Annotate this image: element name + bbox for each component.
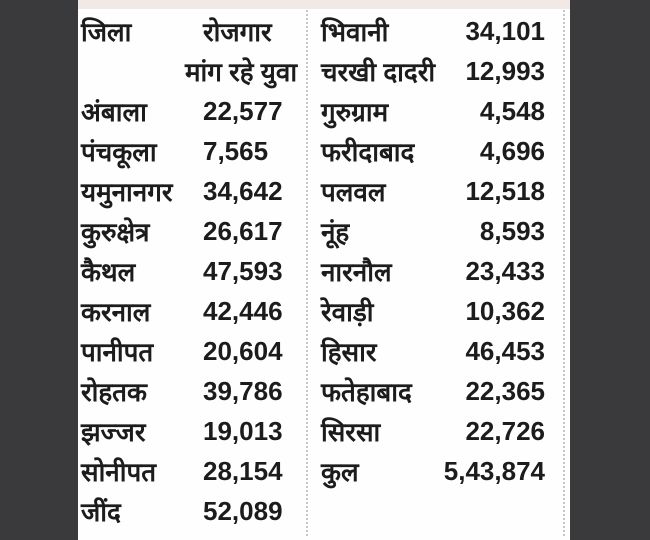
table-panel	[78, 0, 570, 540]
district-value: 20,604	[203, 335, 283, 366]
table-row	[81, 211, 303, 251]
district-value: 52,089	[203, 495, 283, 526]
district-name: फरीदाबाद	[321, 137, 415, 167]
table-row	[311, 51, 559, 91]
district-value: 22,365	[465, 375, 545, 406]
district-name: कुरुक्षेत्र	[81, 217, 150, 247]
district-name: कैथल	[81, 257, 136, 287]
district-value: 26,617	[203, 215, 283, 246]
header-value-line2: मांग रहे युवा	[185, 57, 298, 87]
district-name: झज्जर	[81, 417, 146, 447]
district-value: 4,548	[479, 95, 545, 126]
district-value: 19,013	[203, 415, 283, 446]
district-name: नारनौल	[321, 257, 392, 287]
table-column-right	[311, 11, 559, 491]
district-value: 22,726	[465, 415, 545, 446]
table-row	[81, 411, 303, 451]
table-row	[311, 211, 559, 251]
district-value: 7,565	[203, 135, 269, 166]
table-row	[311, 131, 559, 171]
table-row-total	[311, 451, 559, 491]
district-name: पंचकूला	[81, 137, 157, 167]
district-name: सिरसा	[321, 417, 381, 447]
table-row	[311, 171, 559, 211]
total-value: 5,43,874	[443, 455, 545, 486]
district-value: 28,154	[203, 455, 283, 486]
header-value-line1: रोजगार	[203, 17, 272, 47]
district-value: 12,993	[465, 55, 545, 86]
district-name: फतेहाबाद	[321, 377, 412, 407]
table-row	[81, 451, 303, 491]
table-row	[81, 291, 303, 331]
table-row	[81, 131, 303, 171]
district-value: 34,101	[465, 15, 545, 46]
district-name: चरखी दादरी	[321, 57, 436, 87]
district-name: पानीपत	[81, 337, 154, 367]
top-accent-strip	[78, 0, 570, 9]
table-row	[311, 251, 559, 291]
district-name: गुरुग्राम	[321, 97, 389, 127]
district-name: हिसार	[321, 337, 377, 367]
district-value: 34,642	[203, 175, 283, 206]
district-value: 22,577	[203, 95, 283, 126]
header-district: जिला	[81, 17, 132, 47]
district-name: पलवल	[321, 177, 386, 207]
district-name: यमुनानगर	[81, 177, 173, 207]
table-row	[81, 371, 303, 411]
district-value: 12,518	[465, 175, 545, 206]
district-value: 8,593	[479, 215, 545, 246]
district-value: 46,453	[465, 335, 545, 366]
district-name: अंबाला	[81, 97, 147, 127]
table-row	[81, 491, 303, 531]
district-value: 39,786	[203, 375, 283, 406]
table-row	[311, 91, 559, 131]
table-row	[81, 171, 303, 211]
district-name: भिवानी	[321, 17, 389, 47]
total-label: कुल	[321, 457, 359, 487]
table-row	[311, 11, 559, 51]
table-row	[311, 411, 559, 451]
table-row	[81, 91, 303, 131]
table-column-left	[81, 11, 303, 531]
district-value: 10,362	[465, 295, 545, 326]
table-row	[311, 291, 559, 331]
column-divider	[306, 10, 308, 536]
district-name: सोनीपत	[81, 457, 157, 487]
district-name: करनाल	[81, 297, 151, 327]
table-row	[81, 331, 303, 371]
district-name: नूंह	[321, 217, 350, 247]
table-row	[311, 371, 559, 411]
district-name: जींद	[81, 497, 121, 527]
district-name: रोहतक	[81, 377, 147, 407]
district-name: रेवाड़ी	[321, 297, 374, 327]
table-header-row-2	[81, 51, 303, 91]
district-value: 47,593	[203, 255, 283, 286]
district-value: 42,446	[203, 295, 283, 326]
table-row	[311, 331, 559, 371]
district-value: 23,433	[465, 255, 545, 286]
table-header-row	[81, 11, 303, 51]
table-row	[81, 251, 303, 291]
right-edge-divider	[563, 10, 565, 536]
district-value: 4,696	[479, 135, 545, 166]
